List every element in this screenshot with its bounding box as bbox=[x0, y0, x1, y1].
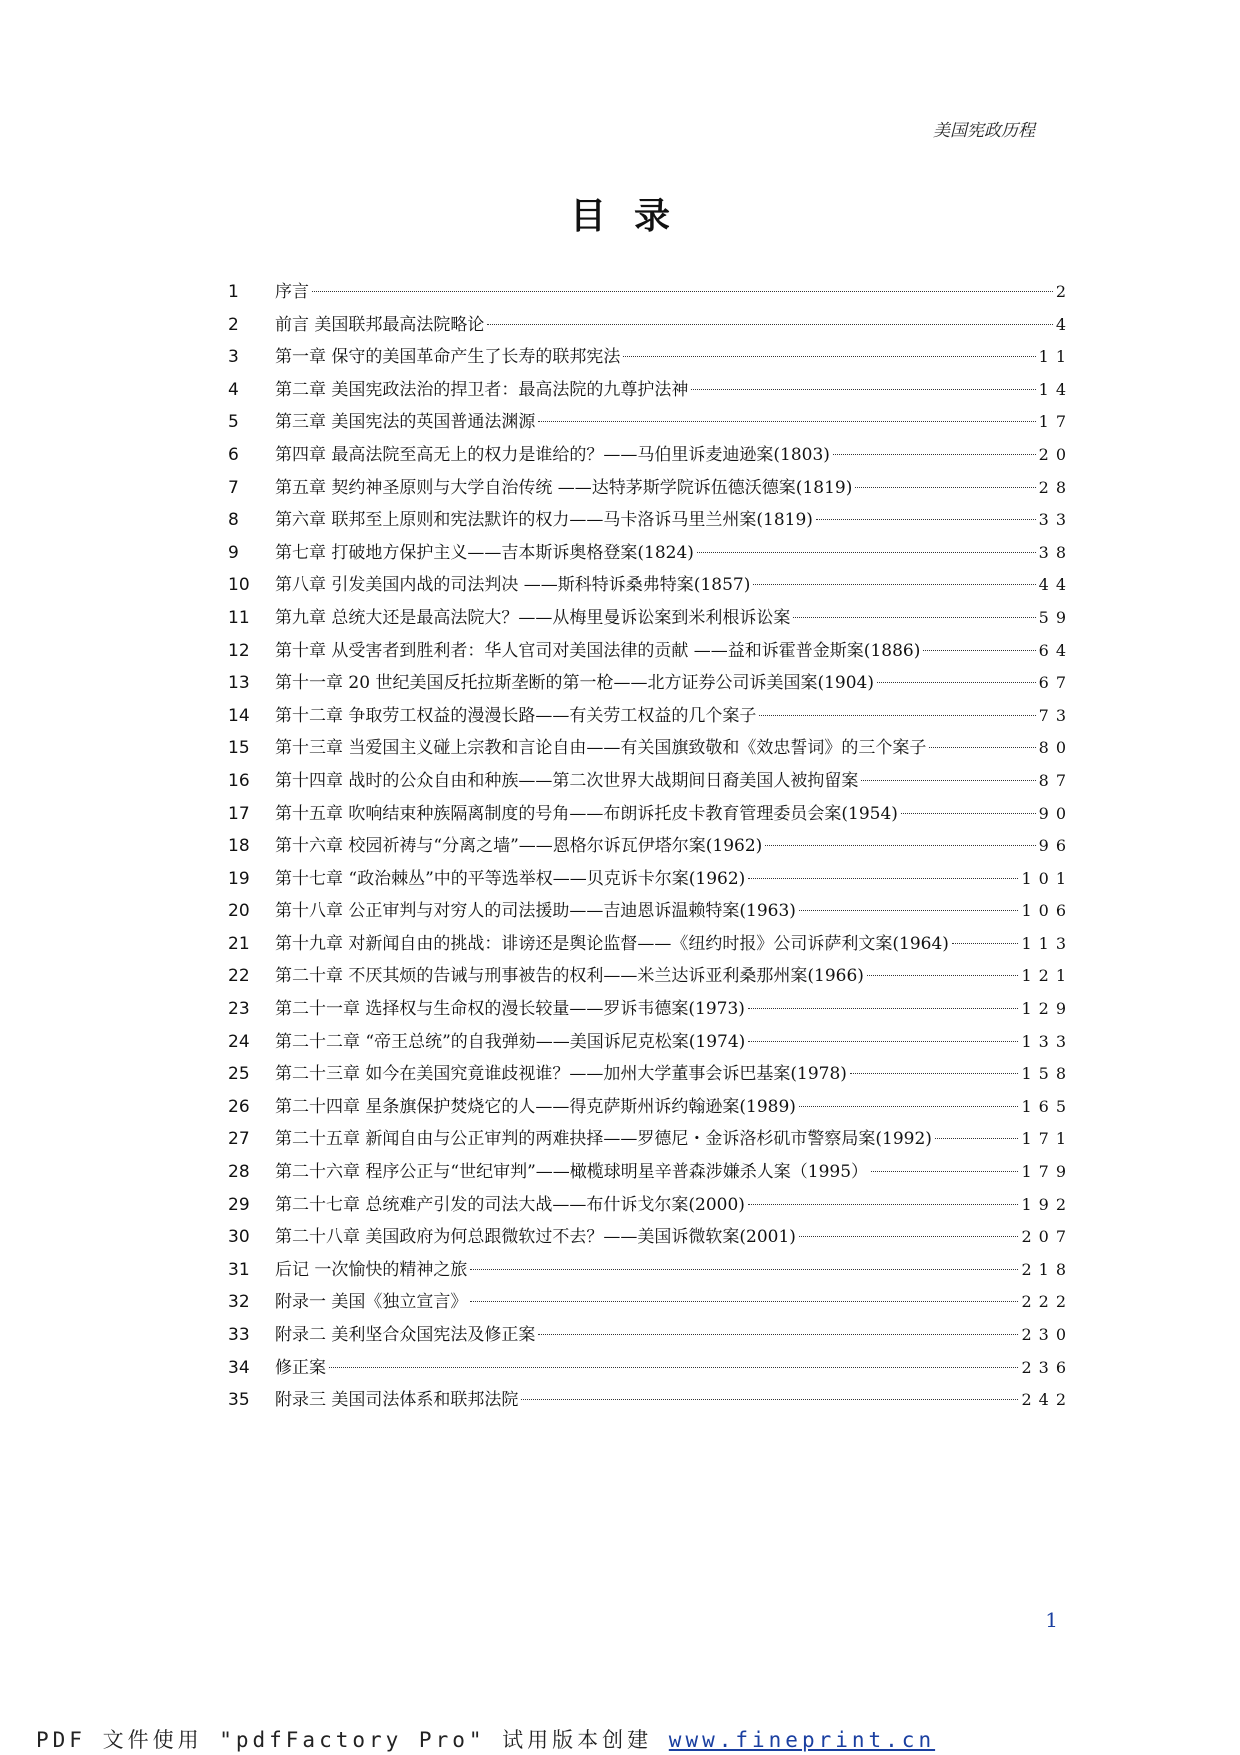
toc-entry-body bbox=[275, 504, 1073, 537]
toc-entry-body bbox=[275, 1091, 1073, 1124]
toc-dot-leader bbox=[538, 420, 1035, 422]
toc-entry[interactable] bbox=[228, 798, 1073, 831]
toc-dot-leader bbox=[816, 518, 1036, 520]
toc-dot-leader bbox=[470, 1268, 1018, 1270]
toc-entry-page: 64 bbox=[1038, 640, 1073, 660]
toc-entry-body bbox=[275, 1123, 1073, 1156]
toc-entry-number: 12 bbox=[228, 640, 250, 661]
toc-entry-body bbox=[275, 472, 1073, 505]
toc-entry[interactable] bbox=[228, 960, 1073, 993]
toc-entry-title[interactable]: 第十三章 当爱国主义碰上宗教和言论自由——有关国旗致敬和《效忠誓词》的三个案子 bbox=[275, 738, 927, 759]
toc-entry[interactable] bbox=[228, 1189, 1073, 1222]
toc-entry-page: 67 bbox=[1038, 673, 1073, 693]
table-of-contents bbox=[228, 276, 1073, 1417]
toc-entry-number: 22 bbox=[228, 966, 250, 987]
toc-entry-page: 59 bbox=[1038, 607, 1073, 627]
toc-entry-title[interactable]: 第十四章 战时的公众自由和种族——第二次世界大战期间日裔美国人被拘留案 bbox=[275, 770, 859, 791]
toc-entry-title[interactable]: 第九章 总统大还是最高法院大？——从梅里曼诉讼案到米利根诉讼案 bbox=[275, 607, 791, 628]
toc-entry-number: 29 bbox=[228, 1194, 250, 1215]
toc-entry-body bbox=[275, 830, 1073, 863]
toc-dot-leader bbox=[923, 649, 1035, 651]
toc-entry[interactable] bbox=[228, 635, 1073, 668]
toc-entry-page: 230 bbox=[1021, 1325, 1073, 1344]
toc-entry-page: 171 bbox=[1021, 1129, 1073, 1149]
toc-entry-title[interactable]: 后记 一次愉快的精神之旅 bbox=[275, 1259, 468, 1280]
toc-dot-leader bbox=[623, 355, 1035, 357]
toc-entry-body bbox=[275, 1058, 1073, 1091]
toc-entry-body bbox=[275, 667, 1073, 700]
toc-entry-body bbox=[275, 309, 1073, 342]
toc-entry-number: 18 bbox=[228, 836, 250, 857]
toc-entry-body bbox=[275, 928, 1073, 961]
toc-entry-number: 33 bbox=[228, 1325, 250, 1345]
toc-dot-leader bbox=[952, 942, 1019, 944]
toc-entry[interactable] bbox=[228, 1156, 1073, 1189]
toc-dot-leader bbox=[901, 812, 1036, 814]
toc-entry[interactable] bbox=[228, 1123, 1073, 1156]
toc-entry-body bbox=[275, 700, 1073, 733]
page-title: 目录 bbox=[569, 195, 698, 237]
toc-dot-leader bbox=[753, 583, 1035, 585]
toc-entry-number: 24 bbox=[228, 1031, 250, 1052]
toc-entry-title[interactable]: 第二章 美国宪政法治的捍卫者：最高法院的九尊护法神 bbox=[275, 379, 689, 400]
toc-entry-body bbox=[275, 895, 1073, 928]
toc-entry-number: 28 bbox=[228, 1162, 250, 1183]
toc-dot-leader bbox=[312, 290, 1053, 292]
toc-dot-leader bbox=[470, 1300, 1018, 1302]
toc-entry-number: 27 bbox=[228, 1129, 250, 1150]
toc-entry-title[interactable]: 第二十二章 “帝王总统”的自我弹劾——美国诉尼克松案(1974) bbox=[275, 1031, 746, 1052]
toc-entry-page: 222 bbox=[1021, 1292, 1073, 1312]
toc-entry[interactable] bbox=[228, 895, 1073, 928]
toc-entry-title[interactable]: 第五章 契约神圣原则与大学自治传统 ——达特茅斯学院诉伍德沃德案(1819) bbox=[275, 477, 853, 498]
toc-entry-number: 7 bbox=[228, 477, 239, 498]
toc-entry-page: 80 bbox=[1038, 738, 1073, 758]
toc-entry[interactable] bbox=[228, 406, 1073, 439]
toc-dot-leader bbox=[329, 1366, 1018, 1368]
toc-entry-page: 158 bbox=[1021, 1064, 1073, 1084]
toc-entry[interactable] bbox=[228, 700, 1073, 733]
toc-entry-body bbox=[275, 635, 1073, 668]
toc-entry-number: 13 bbox=[228, 673, 250, 694]
toc-entry-title[interactable]: 第十二章 争取劳工权益的漫漫长路——有关劳工权益的几个案子 bbox=[275, 705, 757, 726]
toc-entry-page: 165 bbox=[1021, 1096, 1073, 1116]
toc-entry-number: 6 bbox=[228, 444, 239, 465]
toc-entry-number: 10 bbox=[228, 575, 250, 596]
toc-entry-body bbox=[275, 569, 1073, 602]
toc-entry-page: 101 bbox=[1021, 868, 1073, 888]
toc-entry-number: 26 bbox=[228, 1096, 250, 1117]
toc-entry-page: 207 bbox=[1021, 1227, 1073, 1247]
toc-entry-page: 2 bbox=[1055, 282, 1073, 301]
toc-entry-number: 2 bbox=[228, 314, 239, 335]
toc-entry-number: 20 bbox=[228, 901, 250, 922]
toc-entry-number: 14 bbox=[228, 705, 250, 726]
toc-entry-number: 8 bbox=[228, 510, 239, 531]
toc-entry-body bbox=[275, 1352, 1073, 1385]
toc-entry-body bbox=[275, 960, 1073, 993]
toc-entry-title[interactable]: 第六章 联邦至上原则和宪法默许的权力——马卡洛诉马里兰州案(1819) bbox=[275, 510, 813, 531]
toc-dot-leader bbox=[748, 1203, 1019, 1205]
toc-entry[interactable] bbox=[228, 993, 1073, 1026]
toc-entry-title[interactable]: 序言 bbox=[275, 282, 309, 302]
toc-dot-leader bbox=[861, 779, 1035, 781]
toc-entry-page: 242 bbox=[1021, 1390, 1073, 1410]
toc-entry-title[interactable]: 前言 美国联邦最高法院略论 bbox=[275, 314, 485, 335]
toc-dot-leader bbox=[759, 714, 1035, 716]
toc-entry[interactable] bbox=[228, 276, 1073, 309]
toc-dot-leader bbox=[793, 616, 1035, 618]
toc-entry[interactable] bbox=[228, 569, 1073, 602]
toc-entry-page: 129 bbox=[1021, 999, 1073, 1019]
toc-entry-title[interactable]: 第二十三章 如今在美国究竟谁歧视谁？——加州大学董事会诉巴基案(1978) bbox=[275, 1064, 847, 1085]
toc-entry-body bbox=[275, 439, 1073, 472]
toc-entry-page: 218 bbox=[1021, 1259, 1073, 1279]
toc-dot-leader bbox=[871, 1170, 1018, 1172]
toc-entry-page: 44 bbox=[1038, 575, 1073, 595]
toc-entry-page: 33 bbox=[1038, 510, 1073, 530]
toc-entry[interactable] bbox=[228, 928, 1073, 961]
toc-entry-body bbox=[275, 1384, 1073, 1417]
toc-entry-number: 3 bbox=[228, 347, 239, 368]
toc-entry-body bbox=[275, 374, 1073, 407]
toc-entry-title[interactable]: 第四章 最高法院至高无上的权力是谁给的？——马伯里诉麦迪逊案(1803) bbox=[275, 444, 830, 465]
toc-entry[interactable] bbox=[228, 1384, 1073, 1417]
toc-entry-page: 4 bbox=[1055, 314, 1073, 334]
toc-entry-body bbox=[275, 765, 1073, 798]
toc-entry-body bbox=[275, 341, 1073, 374]
toc-entry-page: 14 bbox=[1038, 379, 1073, 399]
toc-entry-number: 17 bbox=[228, 803, 250, 824]
toc-entry-page: 90 bbox=[1038, 803, 1073, 823]
toc-entry[interactable] bbox=[228, 732, 1073, 765]
toc-entry[interactable] bbox=[228, 1221, 1073, 1254]
toc-dot-leader bbox=[748, 1040, 1018, 1042]
toc-entry-title[interactable]: 第十五章 吹响结束种族隔离制度的号角——布朗诉托皮卡教育管理委员会案(1954) bbox=[275, 803, 898, 824]
toc-entry-title[interactable]: 第十一章 20 世纪美国反托拉斯垄断的第一枪——北方证券公司诉美国案(1904) bbox=[275, 673, 874, 694]
toc-dot-leader bbox=[748, 877, 1018, 879]
toc-entry-body bbox=[275, 276, 1073, 309]
toc-entry-title[interactable]: 修正案 bbox=[275, 1357, 326, 1378]
toc-entry-number: 5 bbox=[228, 412, 239, 433]
toc-entry-title[interactable]: 第二十一章 选择权与生命权的漫长较量——罗诉韦德案(1973) bbox=[275, 999, 745, 1020]
toc-entry[interactable] bbox=[228, 341, 1073, 374]
toc-entry-number: 35 bbox=[228, 1390, 250, 1411]
toc-entry-title[interactable]: 第二十六章 程序公正与“世纪审判”——橄榄球明星辛普森涉嫌杀人案（1995） bbox=[275, 1162, 869, 1183]
toc-dot-leader bbox=[799, 1105, 1019, 1107]
toc-entry-page: 38 bbox=[1038, 542, 1073, 562]
running-header: 美国宪政历程 bbox=[933, 121, 1035, 141]
toc-entry-page: 121 bbox=[1021, 966, 1073, 986]
toc-entry-number: 15 bbox=[228, 738, 250, 759]
toc-entry-number: 9 bbox=[228, 542, 239, 563]
footer-text: PDF 文件使用 "pdfFactory Pro" 试用版本创建 bbox=[36, 1728, 669, 1752]
toc-entry[interactable] bbox=[228, 537, 1073, 570]
toc-entry-body bbox=[275, 1189, 1073, 1222]
toc-entry-page: 179 bbox=[1021, 1162, 1073, 1182]
toc-dot-leader bbox=[765, 844, 1035, 846]
toc-entry[interactable] bbox=[228, 1026, 1073, 1059]
toc-entry-title[interactable]: 第二十章 不厌其烦的告诫与刑事被告的权利——米兰达诉亚利桑那州案(1966) bbox=[275, 966, 864, 987]
toc-entry-body bbox=[275, 1156, 1073, 1189]
toc-entry[interactable] bbox=[228, 667, 1073, 700]
toc-dot-leader bbox=[850, 1072, 1019, 1074]
toc-entry-title[interactable]: 第二十八章 美国政府为何总跟微软过不去？——美国诉微软案(2001) bbox=[275, 1227, 796, 1248]
toc-entry-title[interactable]: 附录一 美国《独立宣言》 bbox=[275, 1292, 468, 1313]
toc-entry-page: 96 bbox=[1038, 836, 1073, 856]
toc-dot-leader bbox=[538, 1333, 1018, 1335]
toc-entry-page: 192 bbox=[1021, 1194, 1073, 1214]
toc-entry[interactable] bbox=[228, 1286, 1073, 1319]
toc-dot-leader bbox=[929, 746, 1035, 748]
toc-entry-number: 16 bbox=[228, 770, 250, 791]
toc-dot-leader bbox=[833, 453, 1036, 455]
toc-entry-title[interactable]: 第十章 从受害者到胜利者：华人官司对美国法律的贡献 ——益和诉霍普金斯案(1886) bbox=[275, 640, 921, 661]
toc-entry-title[interactable]: 第十六章 校园祈祷与“分离之墙”——恩格尔诉瓦伊塔尔案(1962) bbox=[275, 836, 763, 857]
toc-entry-title[interactable]: 附录二 美利坚合众国宪法及修正案 bbox=[275, 1325, 536, 1345]
toc-entry-body bbox=[275, 863, 1073, 896]
toc-entry[interactable] bbox=[228, 602, 1073, 635]
toc-entry-body bbox=[275, 798, 1073, 831]
toc-entry[interactable] bbox=[228, 765, 1073, 798]
toc-entry[interactable] bbox=[228, 1352, 1073, 1385]
toc-entry-body bbox=[275, 1026, 1073, 1059]
toc-entry-title[interactable]: 第七章 打破地方保护主义——吉本斯诉奥格登案(1824) bbox=[275, 542, 694, 563]
toc-entry-body bbox=[275, 1319, 1073, 1352]
toc-entry-body bbox=[275, 993, 1073, 1026]
toc-entry-page: 17 bbox=[1038, 412, 1073, 432]
toc-dot-leader bbox=[799, 1235, 1019, 1237]
toc-entry-page: 28 bbox=[1038, 477, 1073, 497]
toc-entry-title[interactable]: 附录三 美国司法体系和联邦法院 bbox=[275, 1390, 519, 1411]
toc-entry-number: 19 bbox=[228, 868, 250, 889]
toc-entry-number: 30 bbox=[228, 1227, 250, 1248]
toc-entry-title[interactable]: 第十九章 对新闻自由的挑战：诽谤还是舆论监督——《纽约时报》公司诉萨利文案(1964) bbox=[275, 933, 949, 954]
toc-entry-title[interactable]: 第二十七章 总统难产引发的司法大战——布什诉戈尔案(2000) bbox=[275, 1194, 745, 1215]
toc-entry-number: 11 bbox=[228, 607, 250, 628]
toc-dot-leader bbox=[867, 974, 1019, 976]
footer bbox=[36, 1724, 935, 1754]
toc-entry-body bbox=[275, 602, 1073, 635]
toc-entry-number: 25 bbox=[228, 1064, 250, 1085]
toc-entry-title[interactable]: 第三章 美国宪法的英国普通法渊源 bbox=[275, 412, 536, 433]
toc-entry-title[interactable]: 第二十四章 星条旗保护焚烧它的人——得克萨斯州诉约翰逊案(1989) bbox=[275, 1096, 796, 1117]
toc-dot-leader bbox=[691, 388, 1035, 390]
toc-entry-number: 32 bbox=[228, 1292, 250, 1313]
toc-entry-number: 34 bbox=[228, 1357, 250, 1378]
toc-entry[interactable] bbox=[228, 1319, 1073, 1352]
toc-entry-page: 106 bbox=[1021, 901, 1073, 921]
toc-entry[interactable] bbox=[228, 309, 1073, 342]
toc-entry-body bbox=[275, 537, 1073, 570]
toc-dot-leader bbox=[521, 1398, 1018, 1400]
toc-entry-page: 73 bbox=[1038, 705, 1073, 725]
toc-entry[interactable] bbox=[228, 374, 1073, 407]
toc-dot-leader bbox=[935, 1137, 1019, 1139]
toc-entry[interactable] bbox=[228, 1091, 1073, 1124]
toc-dot-leader bbox=[748, 1007, 1019, 1009]
toc-entry-body bbox=[275, 732, 1073, 765]
toc-entry-number: 4 bbox=[228, 379, 239, 400]
toc-entry-title[interactable]: 第十七章 “政治棘丛”中的平等选举权——贝克诉卡尔案(1962) bbox=[275, 868, 746, 889]
toc-entry-page: 11 bbox=[1038, 347, 1073, 367]
toc-entry-title[interactable]: 第十八章 公正审判与对穷人的司法援助——吉迪恩诉温赖特案(1963) bbox=[275, 901, 796, 922]
toc-entry-number: 23 bbox=[228, 999, 250, 1020]
toc-entry[interactable] bbox=[228, 1254, 1073, 1287]
toc-dot-leader bbox=[799, 909, 1019, 911]
toc-entry-page: 20 bbox=[1038, 444, 1073, 464]
toc-entry[interactable] bbox=[228, 830, 1073, 863]
toc-entry-page: 113 bbox=[1021, 933, 1073, 953]
toc-entry-number: 1 bbox=[228, 282, 239, 302]
toc-dot-leader bbox=[877, 681, 1036, 683]
toc-entry-title[interactable]: 第二十五章 新闻自由与公正审判的两难抉择——罗德尼・金诉洛杉矶市警察局案(1992) bbox=[275, 1129, 932, 1150]
toc-entry-body bbox=[275, 1221, 1073, 1254]
toc-entry[interactable] bbox=[228, 863, 1073, 896]
toc-entry[interactable] bbox=[228, 439, 1073, 472]
toc-entry-title[interactable]: 第一章 保守的美国革命产生了长寿的联邦宪法 bbox=[275, 347, 621, 368]
toc-entry[interactable] bbox=[228, 472, 1073, 505]
footer-link[interactable]: www.fineprint.cn bbox=[668, 1728, 936, 1752]
toc-entry[interactable] bbox=[228, 1058, 1073, 1091]
toc-entry-page: 133 bbox=[1021, 1031, 1073, 1051]
toc-dot-leader bbox=[487, 323, 1052, 325]
toc-dot-leader bbox=[697, 551, 1036, 553]
toc-entry-body bbox=[275, 1254, 1073, 1287]
page-number: 1 bbox=[1045, 1608, 1058, 1632]
toc-entry-page: 236 bbox=[1021, 1357, 1073, 1377]
toc-entry[interactable] bbox=[228, 504, 1073, 537]
toc-dot-leader bbox=[855, 486, 1035, 488]
toc-entry-number: 31 bbox=[228, 1259, 250, 1280]
toc-entry-body bbox=[275, 1286, 1073, 1319]
toc-entry-page: 87 bbox=[1038, 770, 1073, 790]
toc-entry-title[interactable]: 第八章 引发美国内战的司法判决 ——斯科特诉桑弗特案(1857) bbox=[275, 575, 751, 596]
toc-entry-body bbox=[275, 406, 1073, 439]
toc-entry-number: 21 bbox=[228, 933, 250, 954]
